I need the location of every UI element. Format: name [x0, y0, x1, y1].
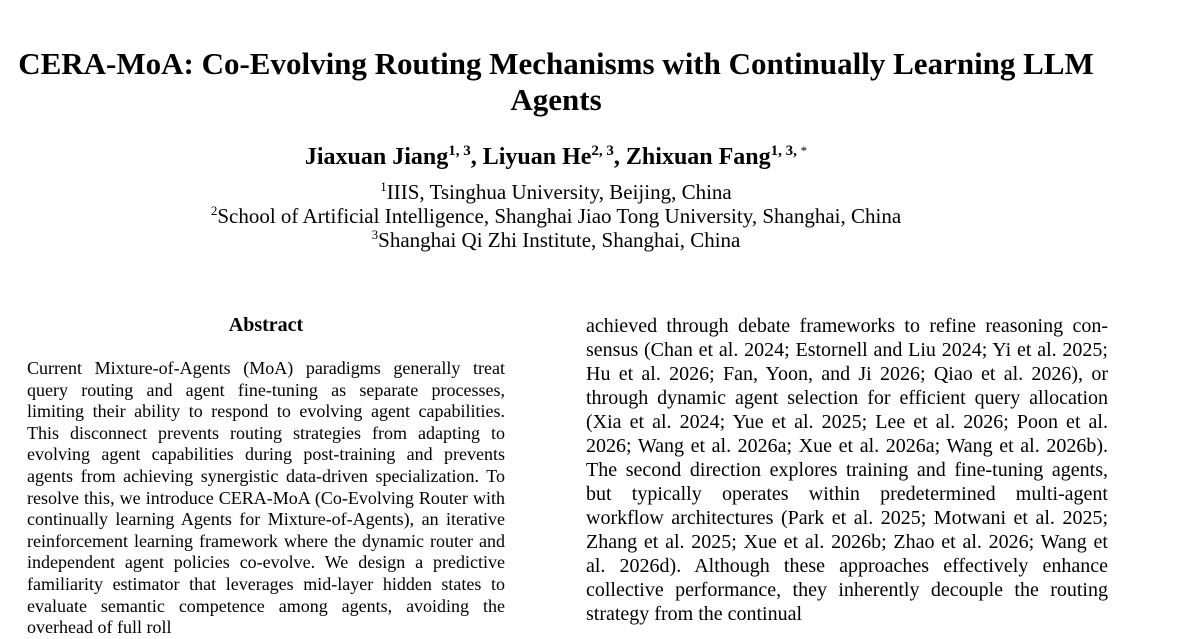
abstract-body: Current Mixture-of-Agents (MoA) paradigms generally treat query routing and agent fine-tuning as separate processes, limiting their ability to respond to evolving agent capabilities. This disconnect prevents routing strategies from adapting to evolving agent capabilities during post-training and prevents agents from achieving synergistic data-driven specialization. To resolve this, we introduce CERA-MoA (Co-Evolving Router with continually learning Agents for Mixture-of-Agents), an iterative reinforcement learning framework where the dynamic router and independent agent policies co-evolve. We design a predictive familiarity estimator that leverages mid-layer hidden states to evaluate semantic competence among agents, avoiding the overhead of full roll	[27, 358, 505, 638]
introduction-right-column: achieved through debate frameworks to refine reasoning consensus (Chan et al. 2024; Estornell and Liu 2024; Yi et al. 2025; Hu et al. 2026; Fan, Yoon, and Ji 2026; Qiao et al. 2026), or through dynamic agent selection for efficient query allocation (Xia et al. 2024; Yue et al. 2025; Lee et al. 2026; Poon et al. 2026; Wang et al. 2026a; Xue et al. 2026a; Wang et al. 2026b). The second direction explores training and fine-tuning agents, but typically operates within predetermined multi-agent workflow architectures (Park et al. 2025; Motwani et al. 2025; Zhang et al. 2025; Xue et al. 2026b; Zhao et al. 2026; Wang et al. 2026d). Although these approaches effectively enhance collective performance, they inherently decouple the routing strategy from the continual	[586, 315, 1108, 625]
author-name: Zhixuan Fang	[625, 144, 771, 170]
corresponding-author-mark: *	[800, 143, 808, 158]
author-name: Liyuan He	[482, 144, 592, 170]
affiliation-line	[0, 204, 1112, 228]
author-affiliation-marks: 1, 3	[448, 143, 471, 159]
affiliation-list	[0, 180, 1112, 252]
affiliation-mark: 2	[210, 203, 218, 218]
affiliation-text: IIIS, Tsinghua University, Beijing, China	[386, 180, 732, 204]
affiliation-line	[0, 228, 1112, 252]
affiliation-line	[0, 180, 1112, 204]
author-name: Jiaxuan Jiang	[304, 144, 449, 170]
paper-title: CERA-MoA: Co-Evolving Routing Mechanisms with Continually Learning LLM Agents	[18, 46, 1094, 117]
abstract-heading: Abstract	[228, 314, 304, 336]
author-affiliation-marks: 2, 3	[591, 143, 614, 159]
affiliation-text: Shanghai Qi Zhi Institute, Shanghai, China	[378, 228, 741, 252]
affiliation-text: School of Artificial Intelligence, Shanghai Jiao Tong University, Shanghai, China	[217, 204, 902, 228]
affiliation-mark: 3	[371, 227, 379, 242]
author-affiliation-marks: 1, 3,	[770, 143, 801, 159]
affiliation-mark: 1	[380, 179, 387, 194]
author-list: Jiaxuan Jiang$^{1, 3}$, Liyuan He$^{2, 3}$, Zhixuan Fang$^{1, 3,}$ *	[304, 143, 808, 170]
